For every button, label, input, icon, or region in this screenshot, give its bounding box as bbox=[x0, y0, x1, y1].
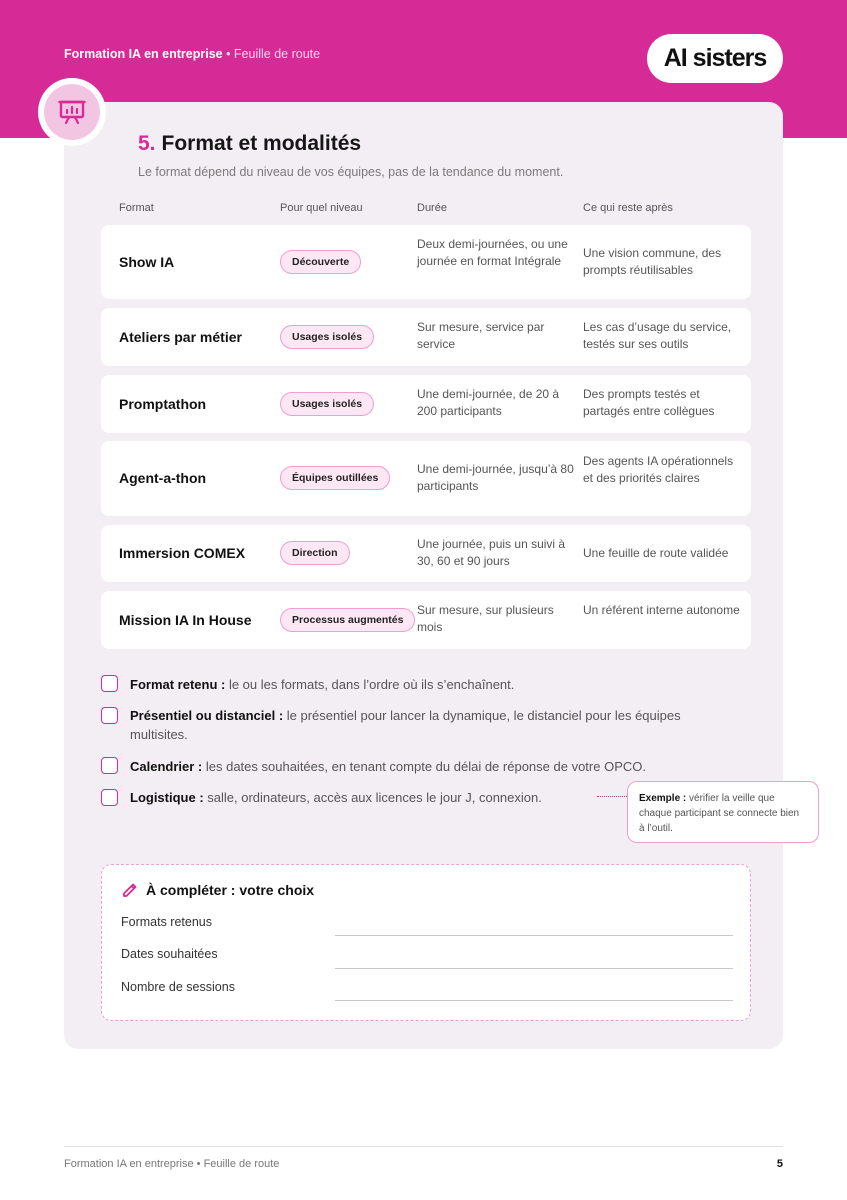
checkbox-presentiel-distanciel[interactable] bbox=[101, 707, 118, 724]
row-format: Promptathon bbox=[119, 396, 207, 412]
footer-divider bbox=[64, 1146, 783, 1147]
row-result: Une vision commune, des prompts réutilisables bbox=[583, 246, 722, 277]
section-number: 5. bbox=[138, 132, 156, 155]
checklist-item-label: Présentiel ou distanciel : bbox=[130, 708, 284, 723]
level-badge: Usages isolés bbox=[280, 325, 374, 349]
field-line-formats[interactable] bbox=[335, 935, 733, 936]
row-result: Une feuille de route validée bbox=[583, 546, 729, 560]
table-row bbox=[101, 308, 751, 366]
row-format: Mission IA In House bbox=[119, 612, 252, 628]
row-duration: Sur mesure, sur plusieurs mois bbox=[417, 603, 554, 634]
level-badge: Direction bbox=[280, 541, 350, 565]
col-header-level: Pour quel niveau bbox=[280, 202, 363, 214]
checklist-item-label: Format retenu : bbox=[130, 677, 226, 692]
row-format: Agent-a-thon bbox=[119, 470, 207, 486]
level-badge: Usages isolés bbox=[280, 392, 374, 416]
callout-label: Exemple : bbox=[639, 793, 687, 804]
field-line-dates[interactable] bbox=[335, 968, 733, 969]
level-badge: Découverte bbox=[280, 250, 361, 274]
table-row bbox=[101, 525, 751, 582]
checklist-item-text: le présentiel pour lancer la dynamique, le distanciel pour les équipes multisites. bbox=[130, 708, 681, 742]
checklist-item bbox=[130, 706, 720, 744]
checklist-item-label: Logistique : bbox=[130, 790, 204, 805]
table-row bbox=[101, 591, 751, 649]
page-number: 5 bbox=[776, 1158, 783, 1170]
presentation-chart-icon bbox=[57, 97, 87, 127]
footer-text: Formation IA en entreprise • Feuille de route bbox=[64, 1158, 280, 1170]
complete-your-choice-box bbox=[101, 864, 751, 1021]
checkbox-logistique[interactable] bbox=[101, 789, 118, 806]
field-line-sessions[interactable] bbox=[335, 1000, 733, 1001]
level-badge: Processus augmentés bbox=[280, 608, 415, 632]
row-duration: Une demi-journée, de 20 à 200 participants bbox=[417, 387, 560, 418]
table-row bbox=[101, 225, 751, 299]
callout-text: vérifier la veille que chaque participant se connecte bien à l’outil. bbox=[639, 793, 800, 834]
table-row bbox=[101, 375, 751, 433]
checklist-item-text: salle, ordinateurs, accès aux licences le jour J, connexion. bbox=[203, 790, 542, 805]
table-row bbox=[101, 441, 751, 516]
col-header-duration: Durée bbox=[417, 202, 447, 214]
row-result: Les cas d’usage du service, testés sur ses outils bbox=[583, 320, 732, 351]
section-title-text: Format et modalités bbox=[161, 132, 362, 155]
field-label-sessions: Nombre de sessions bbox=[121, 980, 235, 994]
row-result: Un référent interne autonome bbox=[583, 603, 740, 617]
checklist-item bbox=[130, 757, 720, 776]
header-title-separator: • bbox=[222, 47, 234, 61]
col-header-format: Format bbox=[119, 202, 154, 214]
row-duration: Sur mesure, service par service bbox=[417, 320, 545, 351]
row-result: Des prompts testés et partagés entre collègues bbox=[583, 387, 715, 418]
header-title bbox=[64, 47, 320, 61]
row-format: Show IA bbox=[119, 254, 175, 270]
brand-logo: AI sisters bbox=[647, 34, 783, 83]
header-title-sub: Feuille de route bbox=[233, 47, 321, 61]
col-header-result: Ce qui reste après bbox=[583, 202, 673, 214]
level-badge: Équipes outillées bbox=[280, 466, 390, 490]
checkbox-calendrier[interactable] bbox=[101, 757, 118, 774]
checklist-item-label: Calendrier : bbox=[130, 759, 203, 774]
callout-leader-line bbox=[597, 796, 627, 797]
field-label-formats: Formats retenus bbox=[121, 915, 213, 929]
field-label-dates: Dates souhaitées bbox=[121, 947, 218, 961]
checklist-item bbox=[130, 788, 600, 807]
example-callout bbox=[627, 781, 819, 843]
row-duration: Deux demi-journées, ou une journée en format Intégrale bbox=[417, 237, 568, 268]
row-result: Des agents IA opérationnels et des priorités claires bbox=[583, 454, 734, 485]
section-title bbox=[138, 132, 361, 156]
row-duration: Une demi-journée, jusqu’à 80 participants bbox=[417, 462, 574, 493]
header-title-main: Formation IA en entreprise bbox=[64, 47, 223, 61]
row-duration: Une journée, puis un suivi à 30, 60 et 90 jours bbox=[417, 537, 566, 568]
row-format: Ateliers par métier bbox=[119, 329, 242, 345]
checklist-item-text: les dates souhaitées, en tenant compte du délai de réponse de votre OPCO. bbox=[202, 759, 646, 774]
section-subtitle: Le format dépend du niveau de vos équipes, pas de la tendance du moment. bbox=[138, 165, 564, 179]
pencil-icon bbox=[121, 880, 139, 898]
row-format: Immersion COMEX bbox=[119, 545, 246, 561]
checklist-item bbox=[130, 675, 720, 694]
complete-title: À compléter : votre choix bbox=[146, 882, 315, 898]
checklist-item-text: le ou les formats, dans l’ordre où ils s’enchaînent. bbox=[225, 677, 515, 692]
checkbox-format-retenu[interactable] bbox=[101, 675, 118, 692]
section-badge bbox=[38, 78, 106, 146]
